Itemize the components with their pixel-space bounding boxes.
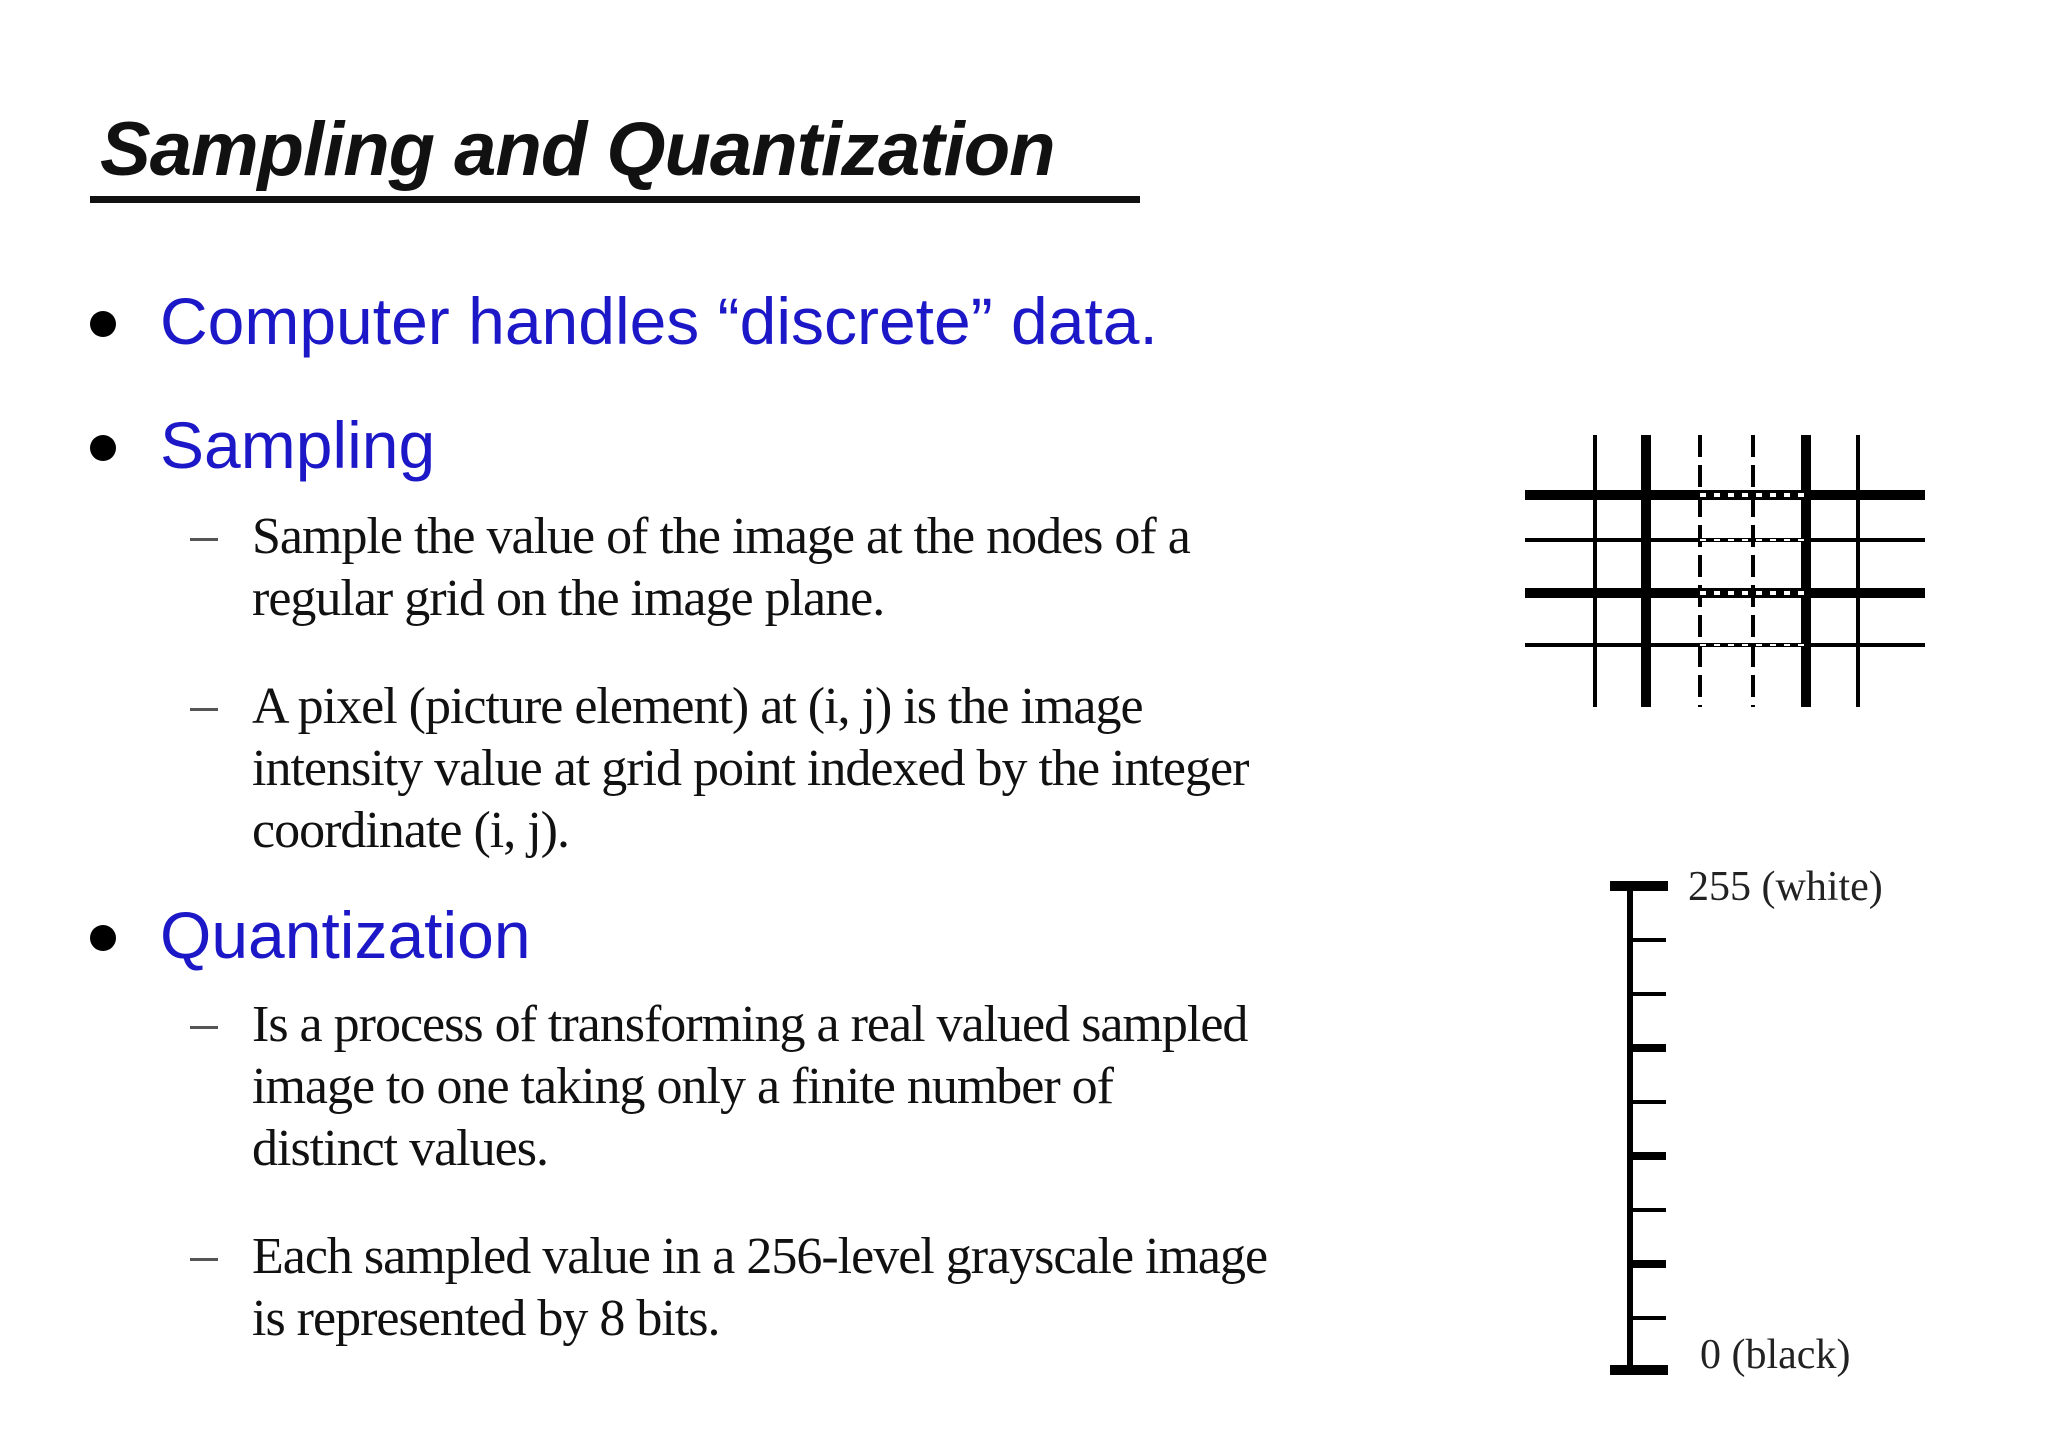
slide-title: Sampling and Quantization xyxy=(100,107,1055,192)
sub-item-dash xyxy=(190,708,218,711)
text-line: Each sampled value in a 256-level grayscale image xyxy=(252,1228,1268,1285)
sampling-item-pixel xyxy=(252,676,1248,862)
sampling-grid-diagram xyxy=(1520,435,1930,710)
text-line: Sample the value of the image at the nodes of a xyxy=(252,508,1190,565)
text-line: is represented by 8 bits. xyxy=(252,1290,720,1347)
bullet-quantization: Quantization xyxy=(160,898,531,972)
scale-label-black: 0 (black) xyxy=(1700,1332,1851,1378)
title-underline xyxy=(90,196,1140,203)
sub-item-dash xyxy=(190,1258,218,1261)
bullet-dot xyxy=(90,925,116,951)
text-line: coordinate (i, j). xyxy=(252,802,569,859)
bullet-sampling: Sampling xyxy=(160,408,436,482)
text-line: regular grid on the image plane. xyxy=(252,570,885,627)
sub-item-dash xyxy=(190,1026,218,1029)
bullet-discrete-data: Computer handles “discrete” data. xyxy=(160,284,1158,358)
text-line: Is a process of transforming a real valued sampled xyxy=(252,996,1248,1053)
sub-item-dash xyxy=(190,538,218,541)
sampling-item-grid xyxy=(252,506,1190,630)
text-line: intensity value at grid point indexed by the integer xyxy=(252,740,1249,797)
text-line: A pixel (picture element) at (i, j) is the image xyxy=(252,678,1143,735)
bullet-dot xyxy=(90,311,116,337)
scale-label-white: 255 (white) xyxy=(1688,864,1883,910)
bullet-dot xyxy=(90,435,116,461)
gray-level-scale xyxy=(1600,880,1680,1380)
quantization-item-process xyxy=(252,994,1247,1180)
text-line: distinct values. xyxy=(252,1120,548,1177)
text-line: image to one taking only a finite number of xyxy=(252,1058,1113,1115)
quantization-item-8bits xyxy=(252,1226,1267,1350)
